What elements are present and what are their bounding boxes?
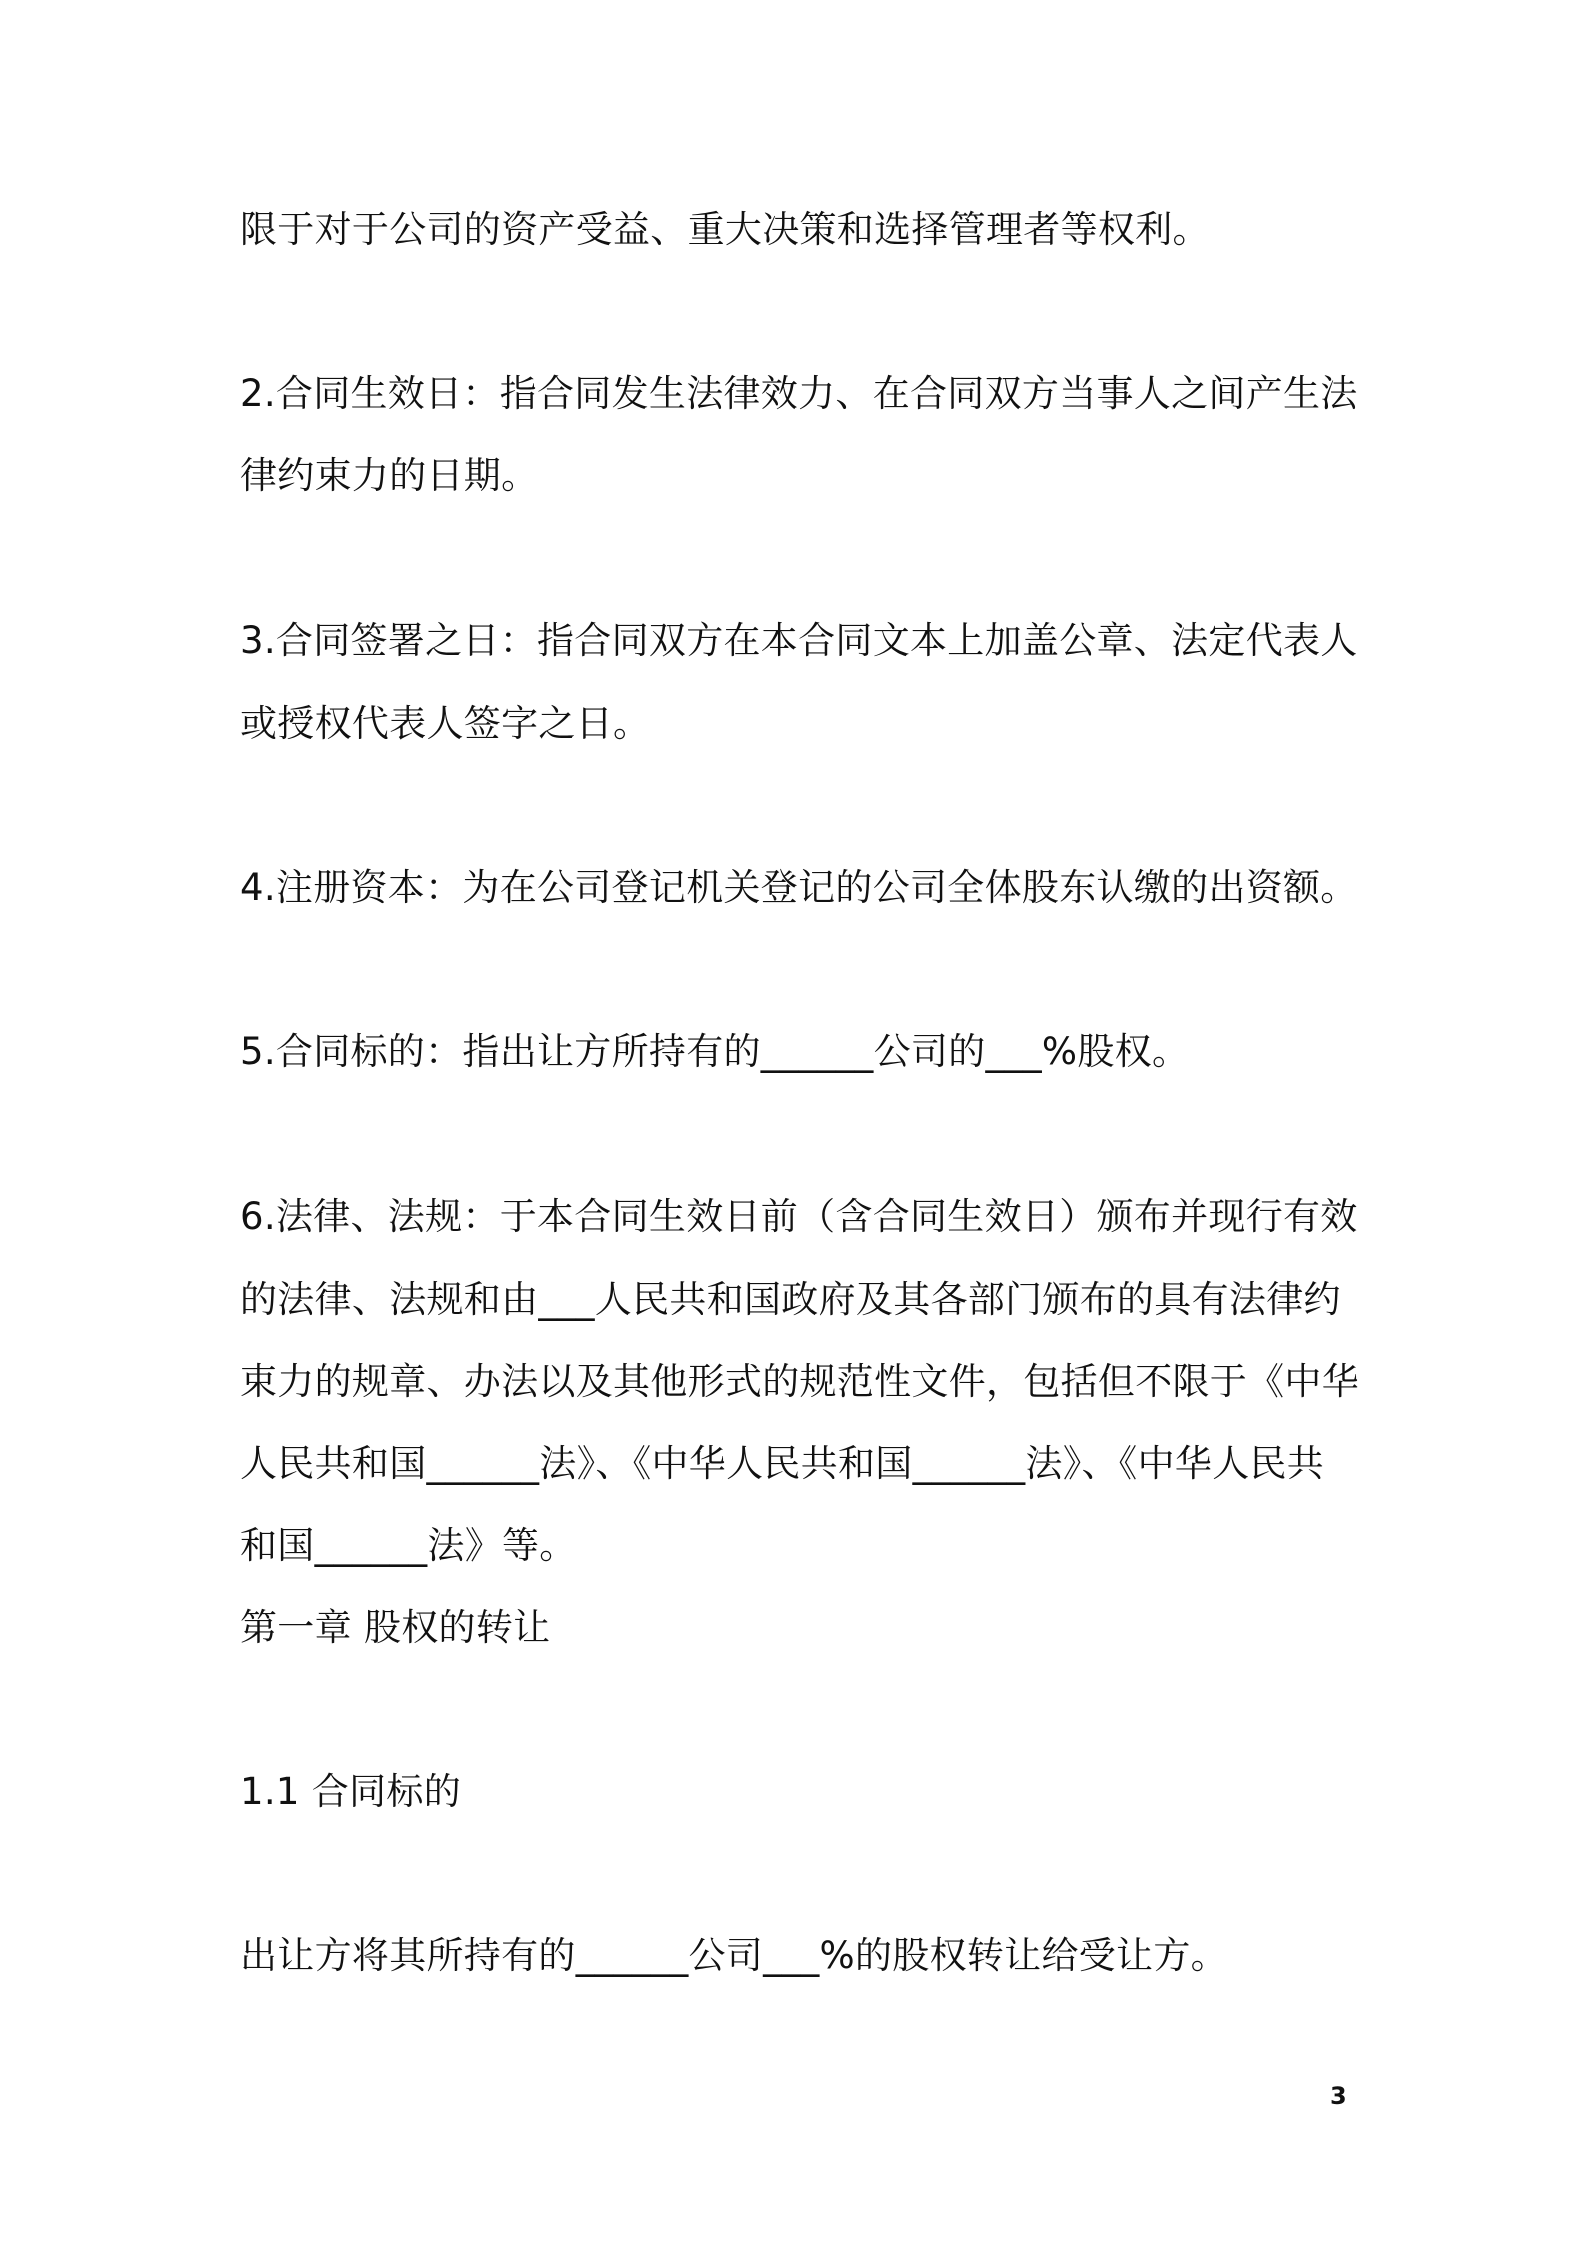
definition-6-line-1: 6.法律、法规：于本合同生效日前（含合同生效日）颁布并现行有效 xyxy=(240,1195,1358,1238)
definition-2-line-1: 2.合同生效日：指合同发生法律效力、在合同双方当事人之间产生法 xyxy=(240,372,1358,415)
definition-4: 4.注册资本：为在公司登记机关登记的公司全体股东认缴的出资额。 xyxy=(240,866,1358,909)
definition-3-line-1: 3.合同签署之日：指合同双方在本合同文本上加盖公章、法定代表人 xyxy=(240,619,1358,662)
definition-6-line-4: 人民共和国______法》、《中华人民共和国______法》、《中华人民共 xyxy=(240,1442,1325,1485)
definition-5: 5.合同标的：指出让方所持有的______公司的___%股权。 xyxy=(240,1030,1190,1073)
definition-6-line-2: 的法律、法规和由___人民共和国政府及其各部门颁布的具有法律约 xyxy=(240,1278,1341,1321)
section-1-1-heading: 1.1 合同标的 xyxy=(240,1770,462,1813)
definition-6-line-3: 束力的规章、办法以及其他形式的规范性文件，包括但不限于《中华 xyxy=(240,1360,1359,1403)
definition-3-line-2: 或授权代表人签字之日。 xyxy=(240,702,651,745)
section-1-1-body: 出让方将其所持有的______公司___%的股权转让给受让方。 xyxy=(240,1934,1228,1977)
chapter-1-heading: 第一章 股权的转让 xyxy=(240,1606,551,1649)
definition-6-line-5: 和国______法》等。 xyxy=(240,1524,577,1567)
definition-1-continuation: 限于对于公司的资产受益、重大决策和选择管理者等权利。 xyxy=(240,208,1210,251)
definition-2-line-2: 律约束力的日期。 xyxy=(240,454,539,497)
page-number: 3 xyxy=(1330,2082,1347,2110)
